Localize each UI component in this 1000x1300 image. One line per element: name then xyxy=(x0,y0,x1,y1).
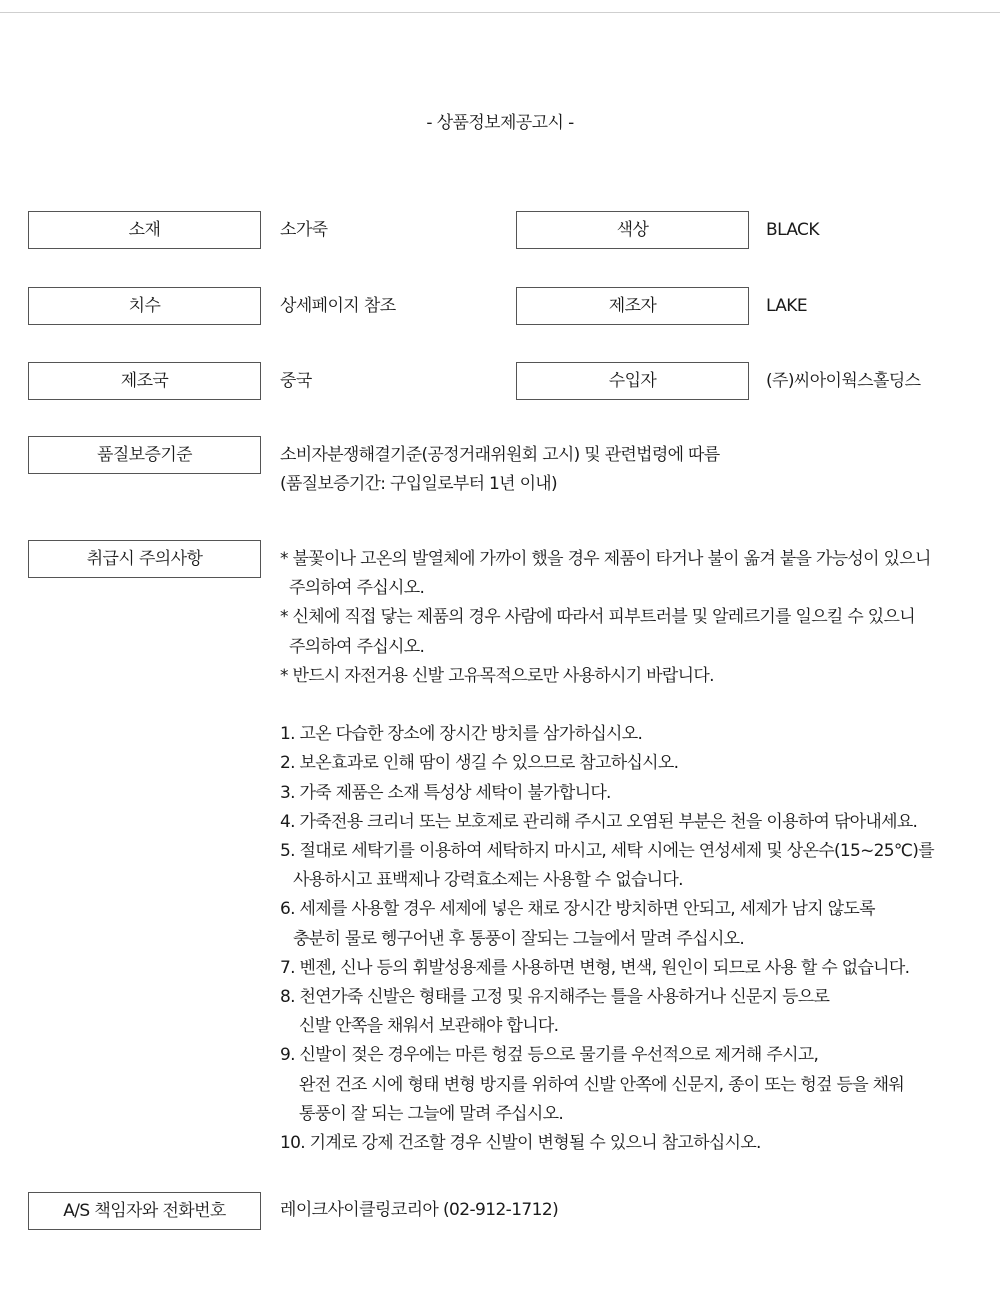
caution-line: 주의하여 주십시오. xyxy=(289,578,425,599)
material-value: 소가죽 xyxy=(280,220,328,240)
caution-line: 7. 벤젠, 신나 등의 휘발성용제를 사용하면 변형, 변색, 원인이 되므로 사용 할 수 없습니다. xyxy=(280,957,910,978)
caution-line: 주의하여 주십시오. xyxy=(289,636,425,657)
spacer xyxy=(280,691,934,720)
caution-list xyxy=(280,545,934,1158)
caution-line: 10. 기계로 강제 건조할 경우 신발이 변형될 수 있으니 참고하십시오. xyxy=(280,1133,761,1154)
page-title: - 상품정보제공고시 - xyxy=(426,113,574,133)
caution-line: 신발 안쪽을 채워서 보관해야 합니다. xyxy=(299,1016,559,1037)
caution-line: * 신체에 직접 닿는 제품의 경우 사람에 따라서 피부트러블 및 알레르기를 일으킬 수 있으니 xyxy=(280,607,915,628)
caution-line: 4. 가죽전용 크리너 또는 보호제로 관리해 주시고 오염된 부분은 천을 이용하여 닦아내세요. xyxy=(280,811,918,832)
caution-label: 취급시 주의사항 xyxy=(28,540,261,578)
country-label: 제조국 xyxy=(28,362,261,400)
caution-line: 3. 가죽 제품은 소재 특성상 세탁이 불가합니다. xyxy=(280,782,611,803)
quality-line: 소비자분쟁해결기준(공정거래위원회 고시) 및 관련법령에 따름 xyxy=(280,445,720,465)
caution-line: 6. 세제를 사용할 경우 세제에 넣은 채로 장시간 방치하면 안되고, 세제가 남지 않도록 xyxy=(280,899,875,920)
caution-line: 충분히 물로 헹구어낸 후 통풍이 잘되는 그늘에서 말려 주십시오. xyxy=(293,928,745,949)
caution-line: 사용하시고 표백제나 강력효소제는 사용할 수 없습니다. xyxy=(293,870,683,891)
importer-label: 수입자 xyxy=(516,362,749,400)
quality-value xyxy=(280,441,719,499)
caution-line: 2. 보온효과로 인해 땀이 생길 수 있으므로 참고하십시오. xyxy=(280,753,679,774)
caution-line: 8. 천연가죽 신발은 형태를 고정 및 유지해주는 틀을 사용하거나 신문지 등으로 xyxy=(280,987,830,1008)
manufacturer-value: LAKE xyxy=(766,296,807,316)
caution-line: 완전 건조 시에 형태 변형 방지를 위하여 신발 안쪽에 신문지, 종이 또는 헝겊 등을 채워 xyxy=(299,1074,905,1095)
top-divider xyxy=(0,12,1000,13)
caution-line: 5. 절대로 세탁기를 이용하여 세탁하지 마시고, 세탁 시에는 연성세제 및 상온수(15~25℃)를 xyxy=(280,841,934,862)
color-label: 색상 xyxy=(516,211,749,249)
material-label: 소재 xyxy=(28,211,261,249)
country-value: 중국 xyxy=(280,371,312,391)
as-label: A/S 책임자와 전화번호 xyxy=(28,1192,261,1230)
importer-value: (주)씨아이웍스홀딩스 xyxy=(766,371,921,391)
as-value: 레이크사이클링코리아 (02-912-1712) xyxy=(280,1200,559,1220)
caution-line: * 반드시 자전거용 신발 고유목적으로만 사용하시기 바랍니다. xyxy=(280,665,714,686)
caution-line: 1. 고온 다습한 장소에 장시간 방치를 삼가하십시오. xyxy=(280,724,643,745)
size-value: 상세페이지 참조 xyxy=(280,296,396,316)
quality-label: 품질보증기준 xyxy=(28,436,261,474)
caution-line: 통풍이 잘 되는 그늘에 말려 주십시오. xyxy=(299,1103,564,1124)
manufacturer-label: 제조자 xyxy=(516,287,749,325)
color-value: BLACK xyxy=(766,220,819,240)
caution-line: * 불꽃이나 고온의 발열체에 가까이 했을 경우 제품이 타거나 불이 옮겨 붙을 가능성이 있으니 xyxy=(280,549,931,569)
caution-line: 9. 신발이 젖은 경우에는 마른 헝겊 등으로 물기를 우선적으로 제거해 주시고, xyxy=(280,1045,819,1066)
size-label: 치수 xyxy=(28,287,261,325)
quality-line: (품질보증기간: 구입일로부터 1년 이내) xyxy=(280,474,557,495)
